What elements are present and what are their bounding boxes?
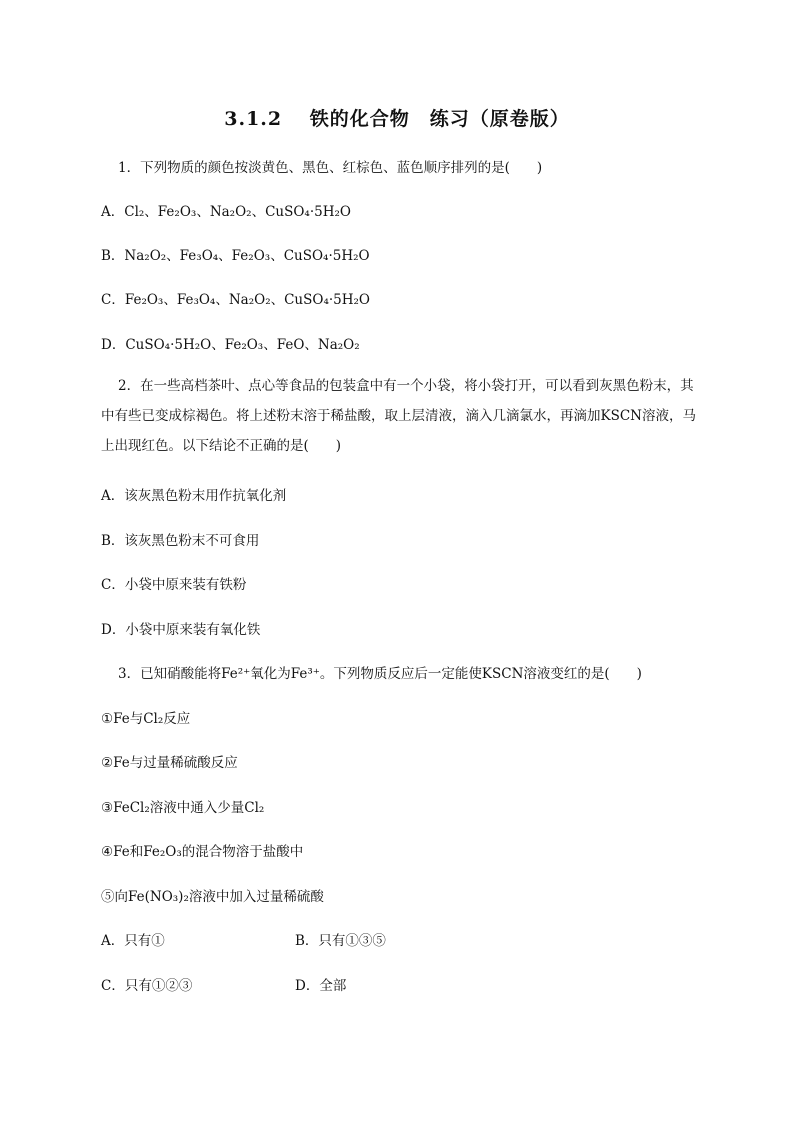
question-3-option-b: B．只有①③⑤: [295, 933, 386, 949]
question-2-option-c: C．小袋中原来装有铁粉: [101, 577, 247, 593]
page-title: 3.1.2 铁的化合物 练习（原卷版）: [224, 108, 570, 130]
question-2-option-a: A．该灰黑色粉末用作抗氧化剂: [101, 488, 287, 504]
question-3-stem: 3．已知硝酸能将Fe²⁺氧化为Fe³⁺。下列物质反应后一定能使KSCN溶液变红的是( ): [118, 666, 642, 682]
question-2-option-b: B．该灰黑色粉末不可食用: [101, 533, 260, 549]
question-1-option-c: C．Fe₂O₃、Fe₃O₄、Na₂O₂、CuSO₄·5H₂O: [101, 292, 370, 308]
question-2-stem: 2．在一些高档茶叶、点心等食品的包装盒中有一个小袋，将小袋打开，可以看到灰黑色粉末，其中有些已变成棕褐色。将上述粉末溶于稀盐酸，取上层清液，滴入几滴氯水，再滴加KSCN溶液，马上出现红色。以下结论不正确的是( ): [101, 378, 696, 454]
question-3-option-a: A．只有①: [101, 933, 165, 949]
question-1-option-b: B．Na₂O₂、Fe₃O₄、Fe₂O₃、CuSO₄·5H₂O: [101, 248, 370, 264]
question-3-item-2: ②Fe与过量稀硫酸反应: [101, 755, 238, 771]
question-2-option-d: D．小袋中原来装有氧化铁: [101, 622, 261, 638]
question-1-option-a: A．Cl₂、Fe₂O₃、Na₂O₂、CuSO₄·5H₂O: [101, 204, 351, 220]
question-1-stem: 1．下列物质的颜色按淡黄色、黑色、红棕色、蓝色顺序排列的是( ): [118, 160, 543, 176]
question-3-item-4: ④Fe和Fe₂O₃的混合物溶于盐酸中: [101, 844, 304, 860]
question-3-option-c: C．只有①②③: [101, 978, 193, 994]
question-1-option-d: D．CuSO₄·5H₂O、Fe₂O₃、FeO、Na₂O₂: [101, 337, 360, 353]
question-3-option-d: D．全部: [295, 978, 347, 994]
question-3-item-1: ①Fe与Cl₂反应: [101, 711, 191, 727]
question-3-item-5: ⑤向Fe(NO₃)₂溶液中加入过量稀硫酸: [101, 889, 324, 905]
question-3-item-3: ③FeCl₂溶液中通入少量Cl₂: [101, 800, 265, 816]
